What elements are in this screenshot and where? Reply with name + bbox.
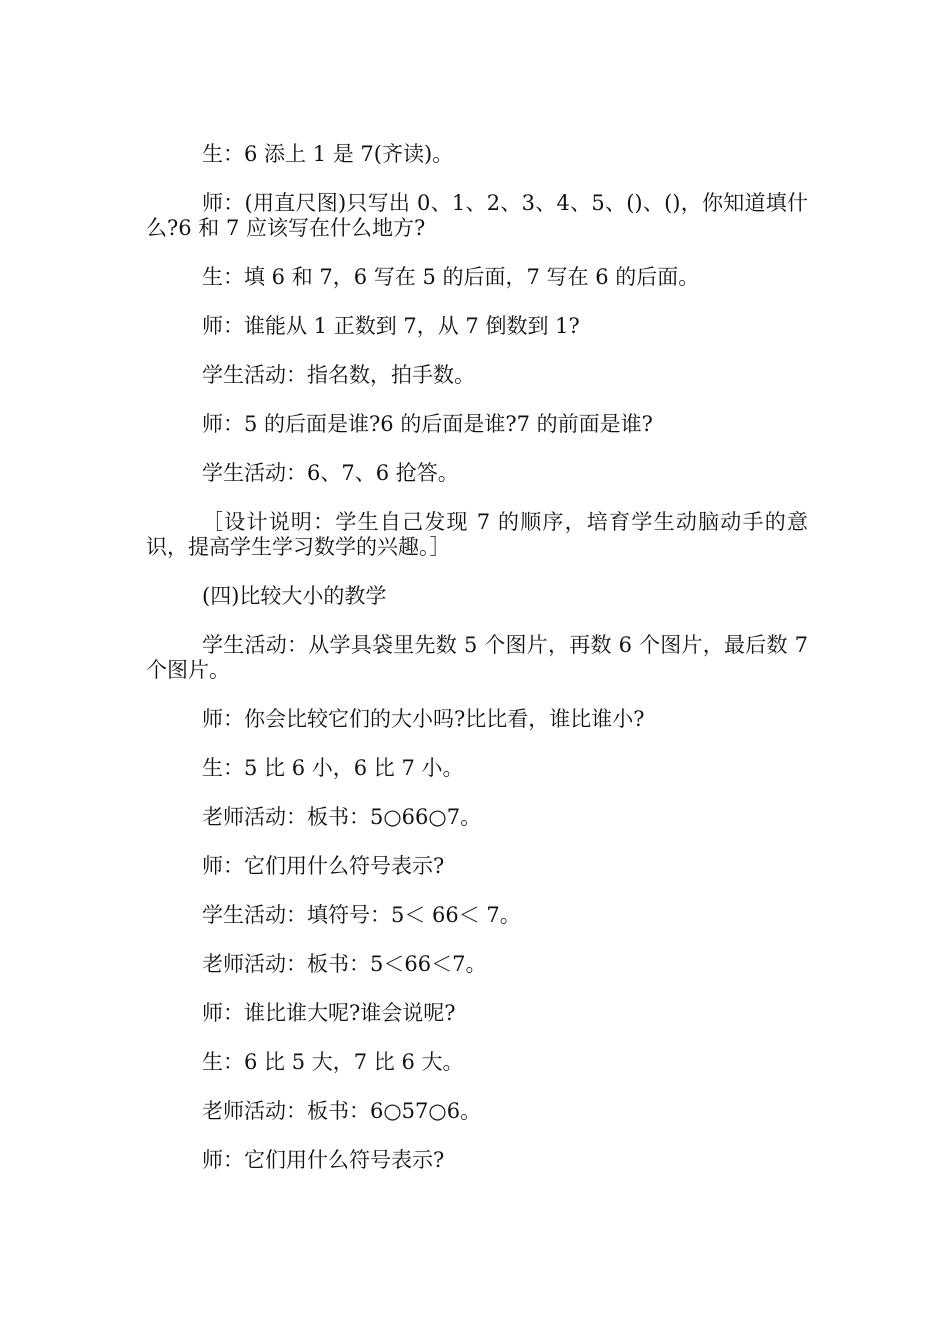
section-heading: (四)比较大小的教学 — [202, 584, 387, 608]
paragraph: 老师活动：板书：5＜66＜7。 — [202, 952, 487, 976]
paragraph: 师：它们用什么符号表示? — [202, 854, 445, 878]
paragraph: 师：5 的后面是谁?6 的后面是谁?7 的前面是谁? — [202, 412, 653, 436]
paragraph: 师：你会比较它们的大小吗?比比看，谁比谁小? — [202, 707, 645, 731]
paragraph: 师：谁能从 1 正数到 7，从 7 倒数到 1? — [202, 314, 580, 338]
paragraph: 师：它们用什么符号表示? — [202, 1148, 445, 1172]
paragraph: 生：填 6 和 7，6 写在 5 的后面，7 写在 6 的后面。 — [202, 265, 700, 289]
paragraph: 老师活动：板书：6○57○6。 — [202, 1099, 482, 1123]
paragraph: 学生活动：指名数，拍手数。 — [202, 363, 475, 387]
paragraph: 学生活动：填符号：5＜ 66＜ 7。 — [202, 903, 521, 927]
paragraph: 学生活动：从学具袋里先数 5 个图片，再数 6 个图片，最后数 7 个图片。 — [146, 633, 808, 682]
paragraph: 老师活动：板书：5○66○7。 — [202, 805, 482, 829]
paragraph: 师：谁比谁大呢?谁会说呢? — [202, 1001, 456, 1025]
paragraph: 师：(用直尺图)只写出 0、1、2、3、4、5、()、()，你知道填什么?6 和 7 应该写在什么地方? — [146, 191, 808, 240]
paragraph: 学生活动：6、7、6 抢答。 — [202, 461, 459, 485]
paragraph: 生：6 比 5 大，7 比 6 大。 — [202, 1050, 464, 1074]
document-body — [146, 142, 808, 1197]
design-note-paragraph: ［设计说明：学生自己发现 7 的顺序，培育学生动脑动手的意识，提高学生学习数学的兴趣。］ — [146, 510, 808, 559]
paragraph: 生：5 比 6 小，6 比 7 小。 — [202, 756, 464, 780]
paragraph: 生：6 添上 1 是 7(齐读)。 — [202, 142, 454, 166]
